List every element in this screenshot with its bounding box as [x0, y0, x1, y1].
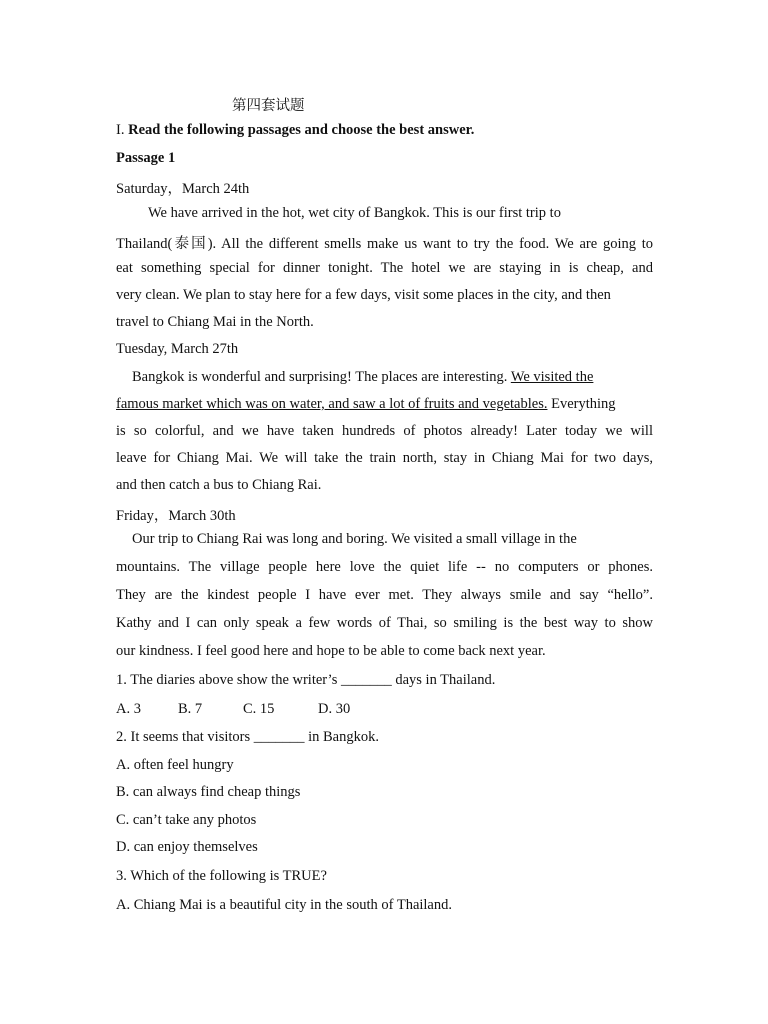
section-heading [116, 122, 474, 139]
q1-option-c: C. 15 [243, 701, 275, 717]
diary-3-line-3: They are the kindest people I have ever met. They always smile and say “hello”. [116, 587, 653, 603]
underlined-sentence-start: We visited the [510, 369, 594, 385]
diary-2-line-3: is so colorful, and we have taken hundreds of photos already! Later today we will [116, 423, 653, 439]
section-instruction: Read the following passages and choose the best answer. [128, 122, 475, 138]
diary-date-2: Tuesday, March 27th [116, 341, 239, 357]
passage-label: Passage 1 [116, 150, 176, 166]
q2-option-a: A. often feel hungry [116, 757, 234, 773]
q2-option-d: D. can enjoy themselves [116, 839, 258, 855]
underlined-sentence-end: famous market which was on water, and saw a lot of fruits and vegetables. [116, 396, 548, 412]
diary-2-text: Everything [551, 396, 616, 412]
diary-1-line-1: We have arrived in the hot, wet city of Bangkok. This is our first trip to [148, 205, 561, 221]
diary-2-text: Bangkok is wonderful and surprising! The places are interesting. [132, 369, 508, 385]
diary-date-3: Friday，March 30th [116, 508, 236, 524]
q2-option-b: B. can always find cheap things [116, 784, 301, 800]
diary-3-line-1: Our trip to Chiang Rai was long and boring. We visited a small village in the [132, 531, 577, 547]
q3-option-a: A. Chiang Mai is a beautiful city in the south of Thailand. [116, 897, 452, 913]
diary-2-line-5: and then catch a bus to Chiang Rai. [116, 477, 322, 493]
diary-1-line-3: eat something special for dinner tonight. The hotel we are staying in is cheap, and [116, 260, 653, 276]
q1-option-a: A. 3 [116, 701, 141, 717]
q1-option-d: D. 30 [318, 701, 351, 717]
diary-2-line-2 [116, 396, 616, 413]
diary-3-line-2: mountains. The village people here love the quiet life -- no computers or phones. [116, 559, 653, 575]
question-3: 3. Which of the following is TRUE? [116, 868, 327, 884]
diary-3-line-5: our kindness. I feel good here and hope to be able to come back next year. [116, 643, 546, 659]
exam-title: 第四套试题 [232, 98, 305, 114]
section-number: I. [116, 122, 125, 138]
question-2: 2. It seems that visitors _______ in Bangkok. [116, 729, 379, 745]
q1-option-b: B. 7 [178, 701, 203, 717]
diary-2-line-4: leave for Chiang Mai. We will take the train north, stay in Chiang Mai for two days, [116, 450, 653, 466]
diary-3-line-4: Kathy and I can only speak a few words of Thai, so smiling is the best way to show [116, 615, 653, 631]
diary-1-line-5: travel to Chiang Mai in the North. [116, 314, 314, 330]
diary-1-line-4: very clean. We plan to stay here for a few days, visit some places in the city, and then [116, 287, 611, 303]
diary-date-1: Saturday，March 24th [116, 181, 250, 197]
diary-1-line-2: Thailand(泰国). All the different smells make us want to try the food. We are going to [116, 236, 653, 252]
diary-2-line-1 [132, 369, 593, 386]
question-1: 1. The diaries above show the writer’s _______ days in Thailand. [116, 672, 496, 688]
q2-option-c: C. can’t take any photos [116, 812, 257, 828]
